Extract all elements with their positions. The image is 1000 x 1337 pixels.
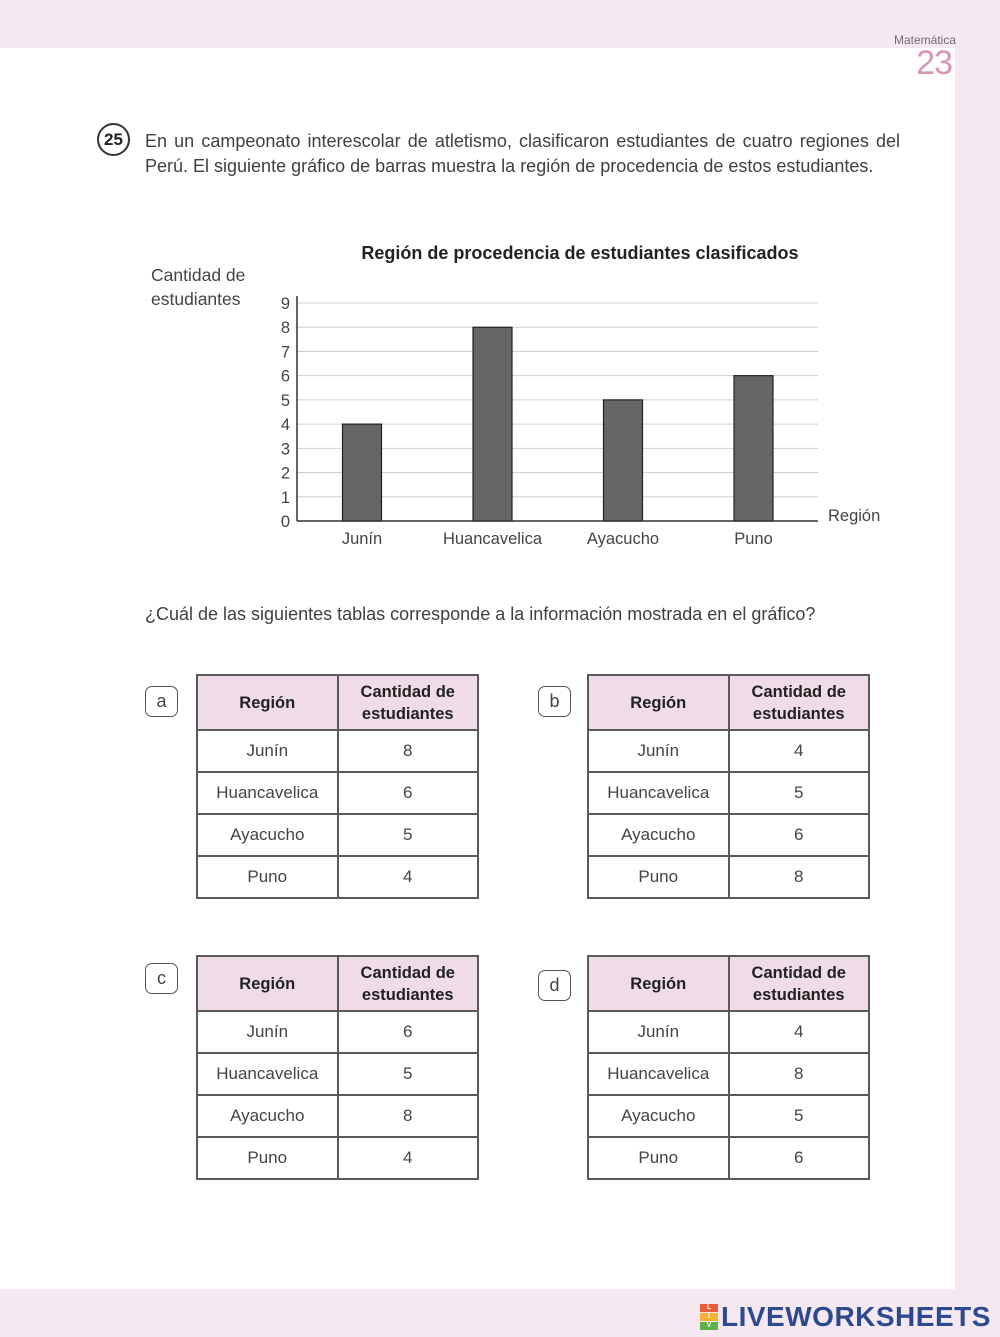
header-count-line2: estudiantes (361, 704, 454, 723)
header-count (729, 956, 870, 1011)
table-row (588, 814, 869, 856)
header-region: Región (197, 675, 338, 730)
option-c-table (196, 955, 479, 1180)
region-cell: Ayacucho (197, 1095, 338, 1137)
count-cell: 8 (729, 856, 870, 898)
x-tick-label: Ayacucho (586, 530, 660, 548)
chart-title: Región de procedencia de estudiantes clasificados (361, 243, 799, 263)
top-band (0, 0, 1000, 48)
table-row (588, 856, 869, 898)
header-count-line1: Cantidad de (751, 682, 846, 701)
header-count (729, 675, 870, 730)
subject-label: Matemática (893, 33, 956, 47)
table-row (588, 772, 869, 814)
region-cell: Huancavelica (588, 1053, 729, 1095)
count-cell: 8 (338, 1095, 479, 1137)
bar-ayacucho (604, 400, 643, 521)
table-row (197, 772, 478, 814)
count-cell: 6 (338, 772, 479, 814)
table-row (197, 856, 478, 898)
bar-puno (734, 376, 773, 521)
y-tick-label: 0 (280, 513, 290, 531)
table-row (197, 730, 478, 772)
x-tick-label: Puno (734, 530, 773, 548)
x-tick-label: Huancavelica (442, 530, 543, 548)
region-cell: Puno (197, 856, 338, 898)
option-c-button[interactable]: c (145, 963, 178, 994)
page-number: 23 (916, 44, 952, 82)
table-row (197, 1137, 478, 1179)
region-cell: Ayacucho (588, 814, 729, 856)
option-d-button[interactable]: d (538, 970, 571, 1001)
region-cell: Ayacucho (197, 814, 338, 856)
region-cell: Huancavelica (197, 772, 338, 814)
logo-letter: L (700, 1304, 718, 1312)
bar-junín (343, 424, 382, 521)
option-d-table (587, 955, 870, 1180)
logo-letter: I (700, 1313, 718, 1321)
header-count-line1: Cantidad de (360, 963, 455, 982)
count-cell: 8 (338, 730, 479, 772)
region-cell: Huancavelica (588, 772, 729, 814)
region-cell: Puno (588, 1137, 729, 1179)
header-region: Región (197, 956, 338, 1011)
option-a-table (196, 674, 479, 899)
table-header-row (197, 956, 478, 1011)
table-row (588, 1095, 869, 1137)
table-header-row (197, 675, 478, 730)
brand-name: LIVEWORKSHEETS (721, 1301, 991, 1332)
table-row (197, 1053, 478, 1095)
count-cell: 8 (729, 1053, 870, 1095)
liveworksheets-logo (700, 1301, 991, 1333)
y-tick-label: 8 (280, 319, 290, 338)
region-cell: Junín (588, 1011, 729, 1053)
bar-huancavelica (473, 327, 512, 521)
header-count-line2: estudiantes (752, 704, 845, 723)
header-count (338, 956, 479, 1011)
table-header-row (588, 675, 869, 730)
region-cell: Junín (197, 1011, 338, 1053)
header-region: Región (588, 675, 729, 730)
region-cell: Huancavelica (197, 1053, 338, 1095)
count-cell: 5 (729, 772, 870, 814)
table-row (588, 1053, 869, 1095)
header-count-line1: Cantidad de (360, 682, 455, 701)
y-axis-label-line1: Cantidad de (151, 265, 246, 285)
logo-letter: V (700, 1322, 718, 1330)
table-row (197, 1011, 478, 1053)
header-count (338, 675, 479, 730)
y-tick-label: 6 (280, 367, 290, 386)
y-tick-label: 4 (280, 416, 290, 435)
x-axis-label: Región (828, 507, 881, 525)
count-cell: 4 (729, 1011, 870, 1053)
y-tick-label: 9 (280, 295, 290, 313)
option-a-button[interactable]: a (145, 686, 178, 717)
right-band (955, 0, 1000, 1337)
table-row (588, 730, 869, 772)
question-number: 25 (97, 123, 130, 156)
count-cell: 5 (338, 1053, 479, 1095)
table-row (588, 1137, 869, 1179)
question-stem: En un campeonato interescolar de atletismo, clasificaron estudiantes de cuatro regiones del Perú. El siguiente gráfico de barras muestra la región de procedencia de estos estudiantes. (145, 131, 900, 176)
y-tick-label: 7 (280, 343, 290, 362)
count-cell: 5 (338, 814, 479, 856)
count-cell: 6 (338, 1011, 479, 1053)
logo-mark-icon (700, 1304, 718, 1331)
y-tick-label: 1 (280, 488, 290, 507)
count-cell: 4 (338, 856, 479, 898)
option-b-table (587, 674, 870, 899)
region-cell: Junín (588, 730, 729, 772)
option-b-button[interactable]: b (538, 686, 571, 717)
count-cell: 4 (729, 730, 870, 772)
y-tick-label: 2 (280, 464, 290, 483)
table-header-row (588, 956, 869, 1011)
header-count-line2: estudiantes (361, 985, 454, 1004)
count-cell: 6 (729, 1137, 870, 1179)
region-cell: Ayacucho (588, 1095, 729, 1137)
y-axis-label-line2: estudiantes (151, 289, 241, 309)
header-count-line1: Cantidad de (751, 963, 846, 982)
count-cell: 6 (729, 814, 870, 856)
count-cell: 4 (338, 1137, 479, 1179)
question-prompt: ¿Cuál de las siguientes tablas corresponde a la información mostrada en el gráfico? (145, 604, 816, 624)
header-region: Región (588, 956, 729, 1011)
region-cell: Junín (197, 730, 338, 772)
table-row (197, 814, 478, 856)
y-tick-label: 3 (280, 440, 290, 459)
bar-chart (0, 230, 955, 560)
x-tick-label: Junín (341, 530, 383, 548)
y-tick-label: 5 (280, 391, 290, 410)
header-count-line2: estudiantes (752, 985, 845, 1004)
table-row (197, 1095, 478, 1137)
count-cell: 5 (729, 1095, 870, 1137)
region-cell: Puno (588, 856, 729, 898)
region-cell: Puno (197, 1137, 338, 1179)
table-row (588, 1011, 869, 1053)
